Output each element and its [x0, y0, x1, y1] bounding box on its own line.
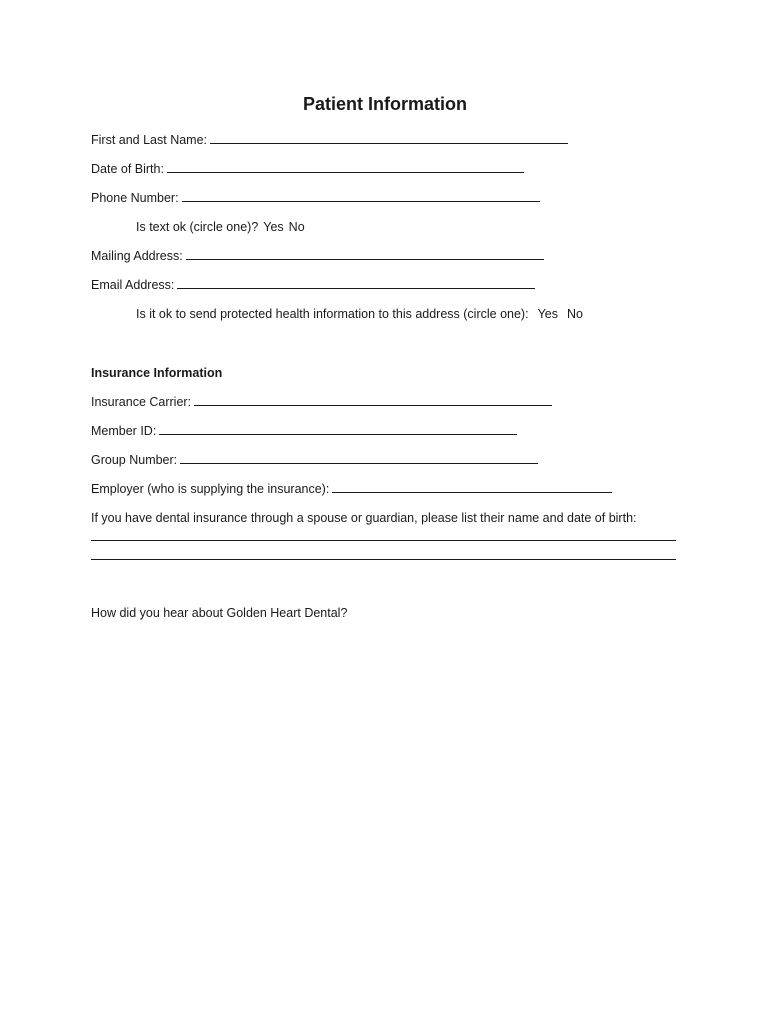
phi-yes-option[interactable]: Yes: [537, 307, 558, 321]
group-row: [91, 452, 538, 468]
member-id-label: Member ID:: [91, 424, 157, 438]
spouse-question: If you have dental insurance through a spouse or guardian, please list their name and date of birth:: [91, 511, 637, 525]
employer-label: Employer (who is supplying the insurance):: [91, 482, 330, 496]
carrier-field[interactable]: [194, 394, 552, 406]
phi-no-option[interactable]: No: [566, 307, 583, 321]
text-ok-no-option[interactable]: No: [288, 220, 305, 234]
mailing-row: [91, 248, 544, 264]
name-row: [91, 132, 568, 148]
employer-row: [91, 481, 612, 497]
dob-field[interactable]: [167, 161, 524, 173]
carrier-label: Insurance Carrier:: [91, 395, 192, 409]
member-id-field[interactable]: [159, 423, 517, 435]
phone-field[interactable]: [182, 190, 540, 202]
page-title: Patient Information: [302, 94, 467, 114]
dob-row: [91, 161, 524, 177]
spouse-field-line-2[interactable]: [91, 559, 676, 560]
group-field[interactable]: [180, 452, 538, 464]
dob-label: Date of Birth:: [91, 162, 164, 176]
email-row: [91, 277, 535, 293]
email-label: Email Address:: [91, 278, 175, 292]
phi-row: [136, 306, 583, 322]
spouse-field-line-1[interactable]: [91, 540, 676, 541]
text-ok-row: [136, 219, 305, 235]
phone-row: [91, 190, 540, 206]
insurance-heading: Insurance Information: [91, 366, 223, 380]
phone-label: Phone Number:: [91, 191, 179, 205]
carrier-row: [91, 394, 552, 410]
email-field[interactable]: [177, 277, 535, 289]
employer-field[interactable]: [332, 481, 612, 493]
referral-question: How did you hear about Golden Heart Dental?: [91, 606, 348, 620]
mailing-field[interactable]: [186, 248, 544, 260]
text-ok-question: Is text ok (circle one)?: [136, 220, 259, 234]
member-id-row: [91, 423, 517, 439]
name-field[interactable]: [210, 132, 568, 144]
name-label: First and Last Name:: [91, 133, 208, 147]
mailing-label: Mailing Address:: [91, 249, 183, 263]
phi-question: Is it ok to send protected health information to this address (circle one):: [136, 307, 529, 321]
text-ok-yes-option[interactable]: Yes: [263, 220, 284, 234]
group-label: Group Number:: [91, 453, 178, 467]
